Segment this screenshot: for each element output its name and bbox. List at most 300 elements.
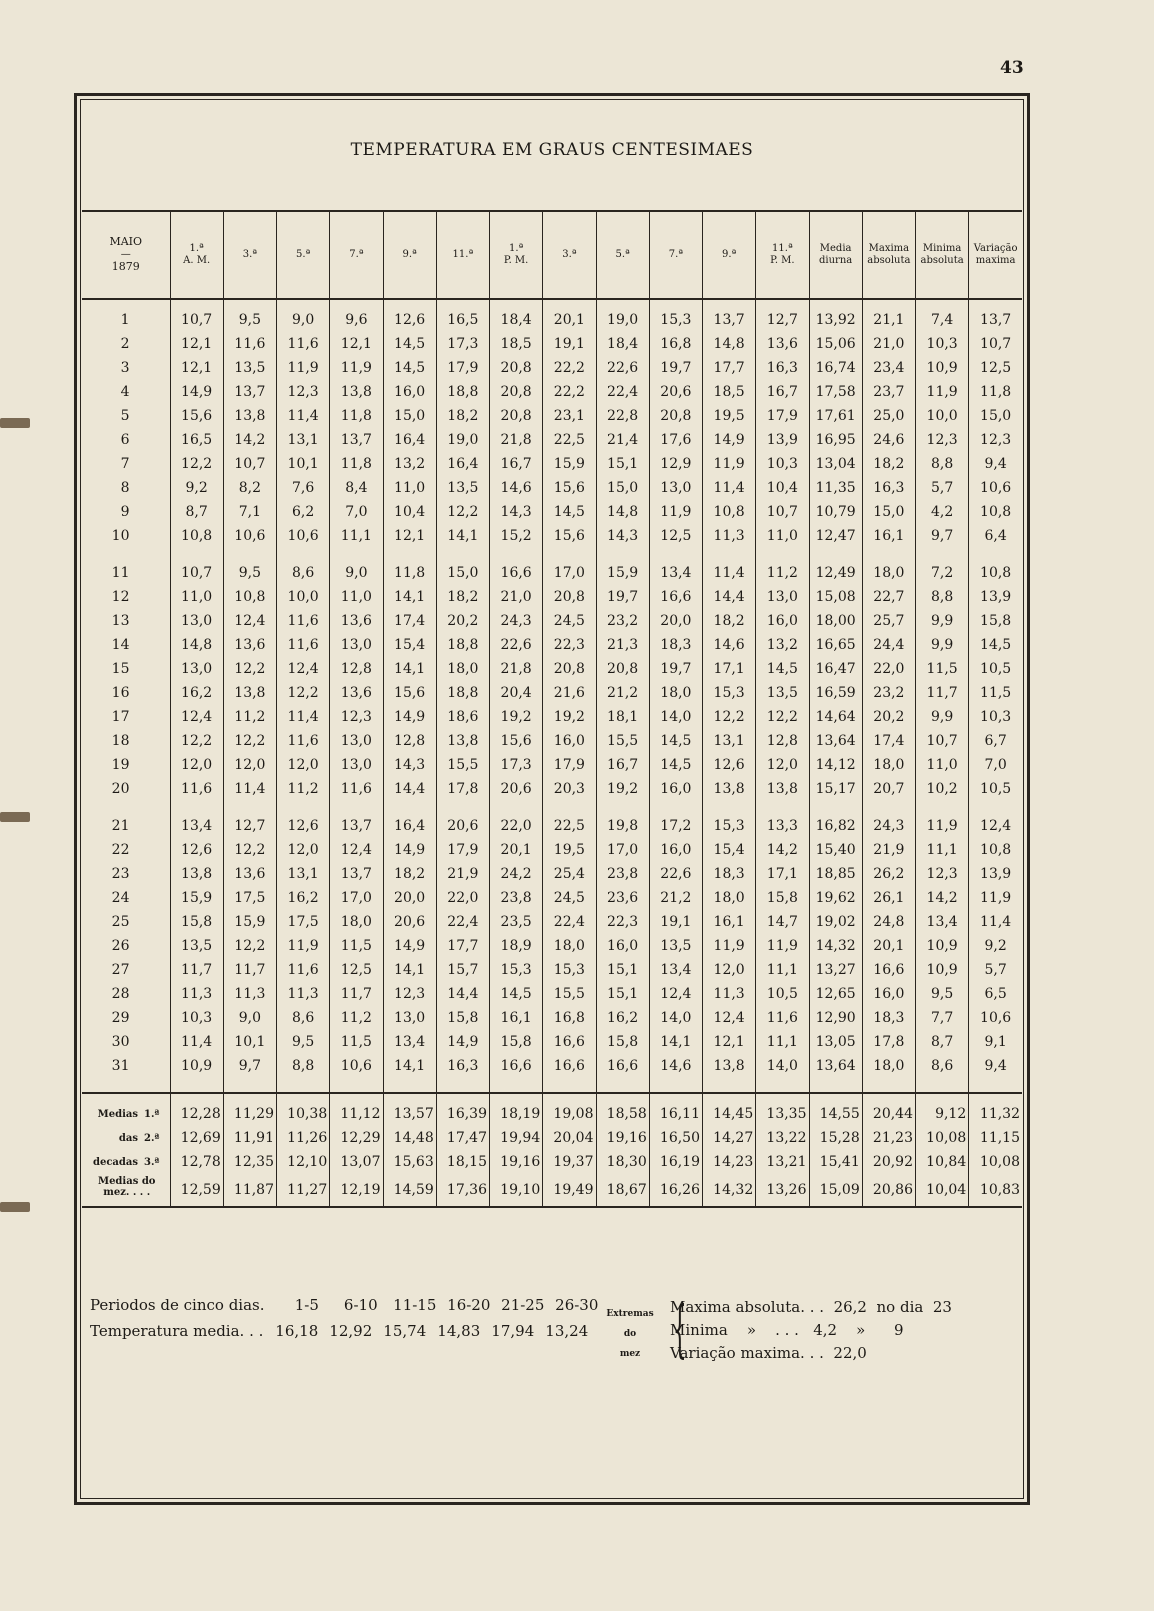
value-cell: 12,7 <box>756 299 809 332</box>
day-cell: 29 <box>111 1010 130 1026</box>
value-cell: 18,9 <box>490 934 543 958</box>
value-cell: 12,2 <box>223 729 276 753</box>
value-cell: 15,3 <box>649 299 702 332</box>
value-cell: 19,2 <box>490 705 543 729</box>
value-cell: 23,1 <box>543 404 596 428</box>
value-cell: 16,5 <box>436 299 489 332</box>
value-cell: 13,1 <box>277 862 330 886</box>
value-cell: 21,6 <box>543 681 596 705</box>
value-cell: 19,49 <box>543 1174 596 1198</box>
value-cell: 23,8 <box>596 862 649 886</box>
value-cell: 5,7 <box>969 958 1022 982</box>
value-cell: 15,09 <box>809 1174 862 1198</box>
value-cell: 10,5 <box>756 982 809 1006</box>
value-cell: 18,30 <box>596 1150 649 1174</box>
value-cell: 11,0 <box>170 585 223 609</box>
day-cell: 10 <box>111 528 130 544</box>
value-cell: 17,58 <box>809 380 862 404</box>
value-cell: 22,4 <box>596 380 649 404</box>
value-cell: 10,3 <box>756 452 809 476</box>
value-cell: 16,0 <box>383 380 436 404</box>
value-cell: 10,9 <box>170 1054 223 1078</box>
value-cell: 14,9 <box>383 838 436 862</box>
value-cell: 24,3 <box>490 609 543 633</box>
value-cell: 18,0 <box>543 934 596 958</box>
value-cell: 16,39 <box>436 1093 489 1126</box>
value-cell: 10,6 <box>969 1006 1022 1030</box>
value-cell: 10,7 <box>969 332 1022 356</box>
value-cell: 19,02 <box>809 910 862 934</box>
value-cell: 14,1 <box>649 1030 702 1054</box>
value-cell: 10,6 <box>277 524 330 548</box>
table-row <box>82 356 1022 380</box>
value-cell: 20,4 <box>490 681 543 705</box>
value-cell: 6,4 <box>969 524 1022 548</box>
value-cell: 12,3 <box>330 705 383 729</box>
value-cell: 12,9 <box>649 452 702 476</box>
value-cell: 12,90 <box>809 1006 862 1030</box>
value-cell: 17,0 <box>596 838 649 862</box>
value-cell: 7,0 <box>330 500 383 524</box>
value-cell: 12,78 <box>170 1150 223 1174</box>
value-cell: 16,2 <box>596 1006 649 1030</box>
value-cell: 10,3 <box>969 705 1022 729</box>
value-cell: 11,1 <box>330 524 383 548</box>
value-cell: 15,08 <box>809 585 862 609</box>
value-cell: 16,11 <box>649 1093 702 1126</box>
value-cell: 14,4 <box>703 585 756 609</box>
periodos-label: Periodos de cinco dias. <box>90 1296 265 1314</box>
value-cell: 14,6 <box>703 633 756 657</box>
value-cell: 13,57 <box>383 1093 436 1126</box>
value-cell: 12,8 <box>756 729 809 753</box>
value-cell: 13,8 <box>223 404 276 428</box>
day-cell: 7 <box>120 456 130 472</box>
value-cell: 12,2 <box>223 838 276 862</box>
value-cell: 25,7 <box>862 609 915 633</box>
temp-media-value: 16,18 <box>275 1322 319 1340</box>
value-cell: 23,2 <box>596 609 649 633</box>
value-cell: 12,0 <box>703 958 756 982</box>
value-cell: 8,6 <box>277 1006 330 1030</box>
value-cell: 13,8 <box>330 380 383 404</box>
value-cell: 12,3 <box>277 380 330 404</box>
value-cell: 13,2 <box>756 633 809 657</box>
value-cell: 10,6 <box>223 524 276 548</box>
value-cell: 11,9 <box>703 934 756 958</box>
binding-mark <box>0 812 30 822</box>
value-cell: 20,92 <box>862 1150 915 1174</box>
value-cell: 25,0 <box>862 404 915 428</box>
value-cell: 6,7 <box>969 729 1022 753</box>
value-cell: 11,8 <box>969 380 1022 404</box>
value-cell: 13,92 <box>809 299 862 332</box>
value-cell: 14,2 <box>223 428 276 452</box>
value-cell: 14,0 <box>649 705 702 729</box>
value-cell: 14,4 <box>383 777 436 801</box>
value-cell: 14,9 <box>383 705 436 729</box>
value-cell: 20,8 <box>490 380 543 404</box>
value-cell: 14,1 <box>383 657 436 681</box>
value-cell: 24,4 <box>862 633 915 657</box>
value-cell: 16,4 <box>383 428 436 452</box>
value-cell: 12,1 <box>703 1030 756 1054</box>
value-cell: 9,5 <box>277 1030 330 1054</box>
value-cell: 22,7 <box>862 585 915 609</box>
value-cell: 5,7 <box>916 476 969 500</box>
value-cell: 15,40 <box>809 838 862 862</box>
value-cell: 13,64 <box>809 729 862 753</box>
temp-media-row <box>90 1322 594 1340</box>
value-cell: 24,6 <box>862 428 915 452</box>
value-cell: 12,4 <box>330 838 383 862</box>
brace-icon: { <box>672 1292 687 1365</box>
value-cell: 26,1 <box>862 886 915 910</box>
value-cell: 21,2 <box>596 681 649 705</box>
value-cell: 21,8 <box>490 657 543 681</box>
value-cell: 14,45 <box>703 1093 756 1126</box>
value-cell: 8,2 <box>223 476 276 500</box>
value-cell: 16,65 <box>809 633 862 657</box>
value-cell: 15,9 <box>223 910 276 934</box>
value-cell: 13,35 <box>756 1093 809 1126</box>
table-body <box>82 299 1022 1207</box>
value-cell: 21,9 <box>862 838 915 862</box>
value-cell: 12,2 <box>756 705 809 729</box>
value-cell: 14,3 <box>596 524 649 548</box>
column-header: Minima absoluta <box>916 211 969 299</box>
value-cell: 15,5 <box>543 982 596 1006</box>
table-row <box>82 1054 1022 1078</box>
column-header: 7.ª <box>330 211 383 299</box>
decade-label: Medias 1.ª <box>97 1108 160 1120</box>
value-cell: 12,5 <box>969 356 1022 380</box>
value-cell: 13,0 <box>756 585 809 609</box>
value-cell: 15,1 <box>596 958 649 982</box>
table-row <box>82 299 1022 332</box>
value-cell: 9,6 <box>330 299 383 332</box>
value-cell: 16,7 <box>756 380 809 404</box>
value-cell: 12,0 <box>277 838 330 862</box>
value-cell: 8,7 <box>916 1030 969 1054</box>
day-cell: 27 <box>111 962 130 978</box>
value-cell: 12,1 <box>383 524 436 548</box>
extremas-minima: Minima » . . . 4,2 » 9 <box>670 1321 904 1339</box>
value-cell: 18,2 <box>703 609 756 633</box>
value-cell: 22,5 <box>543 801 596 838</box>
value-cell: 17,5 <box>223 886 276 910</box>
value-cell: 12,29 <box>330 1126 383 1150</box>
value-cell: 21,3 <box>596 633 649 657</box>
value-cell: 15,3 <box>490 958 543 982</box>
value-cell: 19,0 <box>436 428 489 452</box>
value-cell: 15,0 <box>436 548 489 585</box>
value-cell: 12,35 <box>223 1150 276 1174</box>
value-cell: 13,0 <box>330 633 383 657</box>
value-cell: 10,7 <box>916 729 969 753</box>
value-cell: 11,3 <box>170 982 223 1006</box>
value-cell: 14,23 <box>703 1150 756 1174</box>
day-cell: 25 <box>111 914 130 930</box>
value-cell: 9,5 <box>223 299 276 332</box>
table-row <box>82 958 1022 982</box>
value-cell: 23,7 <box>862 380 915 404</box>
table-row <box>82 777 1022 801</box>
value-cell: 14,59 <box>383 1174 436 1198</box>
day-cell: 9 <box>120 504 130 520</box>
value-cell: 11,26 <box>277 1126 330 1150</box>
value-cell: 18,0 <box>862 1054 915 1078</box>
value-cell: 17,2 <box>649 801 702 838</box>
value-cell: 12,5 <box>330 958 383 982</box>
value-cell: 10,7 <box>223 452 276 476</box>
value-cell: 15,6 <box>490 729 543 753</box>
temp-media-values <box>270 1322 594 1340</box>
value-cell: 22,3 <box>596 910 649 934</box>
value-cell: 15,0 <box>862 500 915 524</box>
value-cell: 19,16 <box>596 1126 649 1150</box>
value-cell: 8,8 <box>916 585 969 609</box>
column-header: Variação maxima <box>969 211 1022 299</box>
value-cell: 16,3 <box>436 1054 489 1078</box>
value-cell: 11,8 <box>330 452 383 476</box>
column-header: 5.ª <box>277 211 330 299</box>
value-cell: 16,6 <box>490 548 543 585</box>
value-cell: 11,6 <box>277 633 330 657</box>
value-cell: 14,2 <box>916 886 969 910</box>
day-cell: 14 <box>111 637 130 653</box>
value-cell: 11,6 <box>756 1006 809 1030</box>
value-cell: 13,8 <box>703 777 756 801</box>
value-cell: 15,6 <box>543 524 596 548</box>
value-cell: 17,1 <box>756 862 809 886</box>
day-cell: 8 <box>120 480 130 496</box>
value-cell: 17,1 <box>703 657 756 681</box>
value-cell: 13,6 <box>330 609 383 633</box>
table-row <box>82 428 1022 452</box>
binding-mark <box>0 1202 30 1212</box>
value-cell: 10,08 <box>916 1126 969 1150</box>
table-row <box>82 681 1022 705</box>
value-cell: 19,62 <box>809 886 862 910</box>
value-cell: 13,7 <box>330 862 383 886</box>
value-cell: 17,8 <box>436 777 489 801</box>
value-cell: 11,6 <box>277 332 330 356</box>
column-header: 9.ª <box>383 211 436 299</box>
value-cell: 13,4 <box>383 1030 436 1054</box>
value-cell: 15,28 <box>809 1126 862 1150</box>
value-cell: 12,19 <box>330 1174 383 1198</box>
value-cell: 12,4 <box>969 801 1022 838</box>
value-cell: 20,6 <box>383 910 436 934</box>
value-cell: 16,1 <box>862 524 915 548</box>
value-cell: 26,2 <box>862 862 915 886</box>
value-cell: 9,5 <box>223 548 276 585</box>
value-cell: 11,6 <box>330 777 383 801</box>
value-cell: 11,6 <box>170 777 223 801</box>
value-cell: 12,59 <box>170 1174 223 1198</box>
value-cell: 13,5 <box>223 356 276 380</box>
value-cell: 17,9 <box>756 404 809 428</box>
value-cell: 19,5 <box>543 838 596 862</box>
value-cell: 15,6 <box>170 404 223 428</box>
value-cell: 18,5 <box>703 380 756 404</box>
value-cell: 15,0 <box>596 476 649 500</box>
periodo-value: 26-30 <box>555 1296 599 1314</box>
value-cell: 11,9 <box>969 886 1022 910</box>
extremas-maxima: Maxima absoluta. . . 26,2 no dia 23 <box>670 1298 952 1316</box>
value-cell: 16,59 <box>809 681 862 705</box>
decade-mean-row <box>82 1126 1022 1150</box>
value-cell: 6,5 <box>969 982 1022 1006</box>
value-cell: 14,2 <box>756 838 809 862</box>
value-cell: 13,7 <box>703 299 756 332</box>
value-cell: 18,4 <box>490 299 543 332</box>
value-cell: 16,74 <box>809 356 862 380</box>
value-cell: 17,4 <box>383 609 436 633</box>
value-cell: 15,17 <box>809 777 862 801</box>
value-cell: 13,8 <box>703 1054 756 1078</box>
table-row <box>82 548 1022 585</box>
value-cell: 14,48 <box>383 1126 436 1150</box>
value-cell: 12,3 <box>916 862 969 886</box>
value-cell: 8,4 <box>330 476 383 500</box>
value-cell: 9,12 <box>916 1093 969 1126</box>
value-cell: 18,8 <box>436 681 489 705</box>
value-cell: 11,2 <box>756 548 809 585</box>
value-cell: 15,4 <box>703 838 756 862</box>
value-cell: 16,82 <box>809 801 862 838</box>
value-cell: 20,7 <box>862 777 915 801</box>
value-cell: 10,3 <box>916 332 969 356</box>
value-cell: 20,8 <box>490 356 543 380</box>
value-cell: 23,4 <box>862 356 915 380</box>
value-cell: 20,6 <box>490 777 543 801</box>
value-cell: 14,4 <box>436 982 489 1006</box>
value-cell: 14,6 <box>649 1054 702 1078</box>
table-row <box>82 609 1022 633</box>
value-cell: 11,5 <box>969 681 1022 705</box>
value-cell: 15,6 <box>383 681 436 705</box>
value-cell: 24,8 <box>862 910 915 934</box>
value-cell: 11,1 <box>756 958 809 982</box>
value-cell: 12,6 <box>277 801 330 838</box>
value-cell: 10,9 <box>916 934 969 958</box>
value-cell: 16,19 <box>649 1150 702 1174</box>
value-cell: 17,7 <box>436 934 489 958</box>
value-cell: 10,0 <box>277 585 330 609</box>
value-cell: 13,5 <box>436 476 489 500</box>
table-row <box>82 500 1022 524</box>
table-row <box>82 332 1022 356</box>
value-cell: 17,0 <box>330 886 383 910</box>
value-cell: 11,9 <box>916 380 969 404</box>
table-row <box>82 982 1022 1006</box>
value-cell: 12,0 <box>756 753 809 777</box>
value-cell: 16,8 <box>543 1006 596 1030</box>
value-cell: 18,0 <box>649 681 702 705</box>
value-cell: 16,7 <box>596 753 649 777</box>
table-title: TEMPERATURA EM GRAUS CENTESIMAES <box>350 140 754 160</box>
value-cell: 11,4 <box>223 777 276 801</box>
value-cell: 14,3 <box>490 500 543 524</box>
value-cell: 11,0 <box>383 476 436 500</box>
value-cell: 10,5 <box>969 777 1022 801</box>
day-cell: 6 <box>120 432 130 448</box>
value-cell: 15,6 <box>543 476 596 500</box>
value-cell: 20,8 <box>649 404 702 428</box>
value-cell: 13,4 <box>649 958 702 982</box>
value-cell: 10,8 <box>703 500 756 524</box>
value-cell: 13,5 <box>756 681 809 705</box>
value-cell: 21,0 <box>862 332 915 356</box>
value-cell: 15,8 <box>969 609 1022 633</box>
separator-row <box>82 1078 1022 1093</box>
value-cell: 13,05 <box>809 1030 862 1054</box>
value-cell: 10,5 <box>969 657 1022 681</box>
day-cell: 4 <box>120 384 130 400</box>
value-cell: 19,8 <box>596 801 649 838</box>
value-cell: 11,3 <box>703 982 756 1006</box>
value-cell: 12,3 <box>916 428 969 452</box>
month-header: MAIO — 1879 <box>82 211 170 299</box>
value-cell: 24,2 <box>490 862 543 886</box>
value-cell: 24,5 <box>543 886 596 910</box>
periodos-values <box>280 1296 604 1314</box>
value-cell: 13,1 <box>277 428 330 452</box>
value-cell: 11,9 <box>277 934 330 958</box>
value-cell: 17,0 <box>543 548 596 585</box>
column-header: 3.ª <box>543 211 596 299</box>
value-cell: 12,2 <box>436 500 489 524</box>
periodos-row <box>90 1296 604 1314</box>
value-cell: 11,4 <box>703 548 756 585</box>
value-cell: 9,5 <box>916 982 969 1006</box>
value-cell: 11,9 <box>916 801 969 838</box>
value-cell: 13,2 <box>383 452 436 476</box>
day-cell: 21 <box>111 818 130 834</box>
value-cell: 16,6 <box>649 585 702 609</box>
column-header: 7.ª <box>649 211 702 299</box>
value-cell: 16,0 <box>649 838 702 862</box>
day-cell: 12 <box>111 589 130 605</box>
value-cell: 20,3 <box>543 777 596 801</box>
value-cell: 20,6 <box>649 380 702 404</box>
value-cell: 12,6 <box>703 753 756 777</box>
value-cell: 22,2 <box>543 356 596 380</box>
day-cell: 19 <box>111 757 130 773</box>
table-row <box>82 934 1022 958</box>
day-cell: 11 <box>111 565 130 581</box>
table-row <box>82 862 1022 886</box>
value-cell: 11,8 <box>383 548 436 585</box>
day-cell: 18 <box>111 733 130 749</box>
value-cell: 12,65 <box>809 982 862 1006</box>
value-cell: 21,8 <box>490 428 543 452</box>
value-cell: 16,8 <box>649 332 702 356</box>
value-cell: 23,8 <box>490 886 543 910</box>
value-cell: 14,5 <box>490 982 543 1006</box>
value-cell: 15,3 <box>703 681 756 705</box>
value-cell: 20,8 <box>543 585 596 609</box>
value-cell: 11,2 <box>330 1006 383 1030</box>
value-cell: 8,6 <box>916 1054 969 1078</box>
value-cell: 15,63 <box>383 1150 436 1174</box>
value-cell: 11,2 <box>223 705 276 729</box>
value-cell: 10,7 <box>170 299 223 332</box>
value-cell: 11,15 <box>969 1126 1022 1150</box>
value-cell: 13,8 <box>170 862 223 886</box>
